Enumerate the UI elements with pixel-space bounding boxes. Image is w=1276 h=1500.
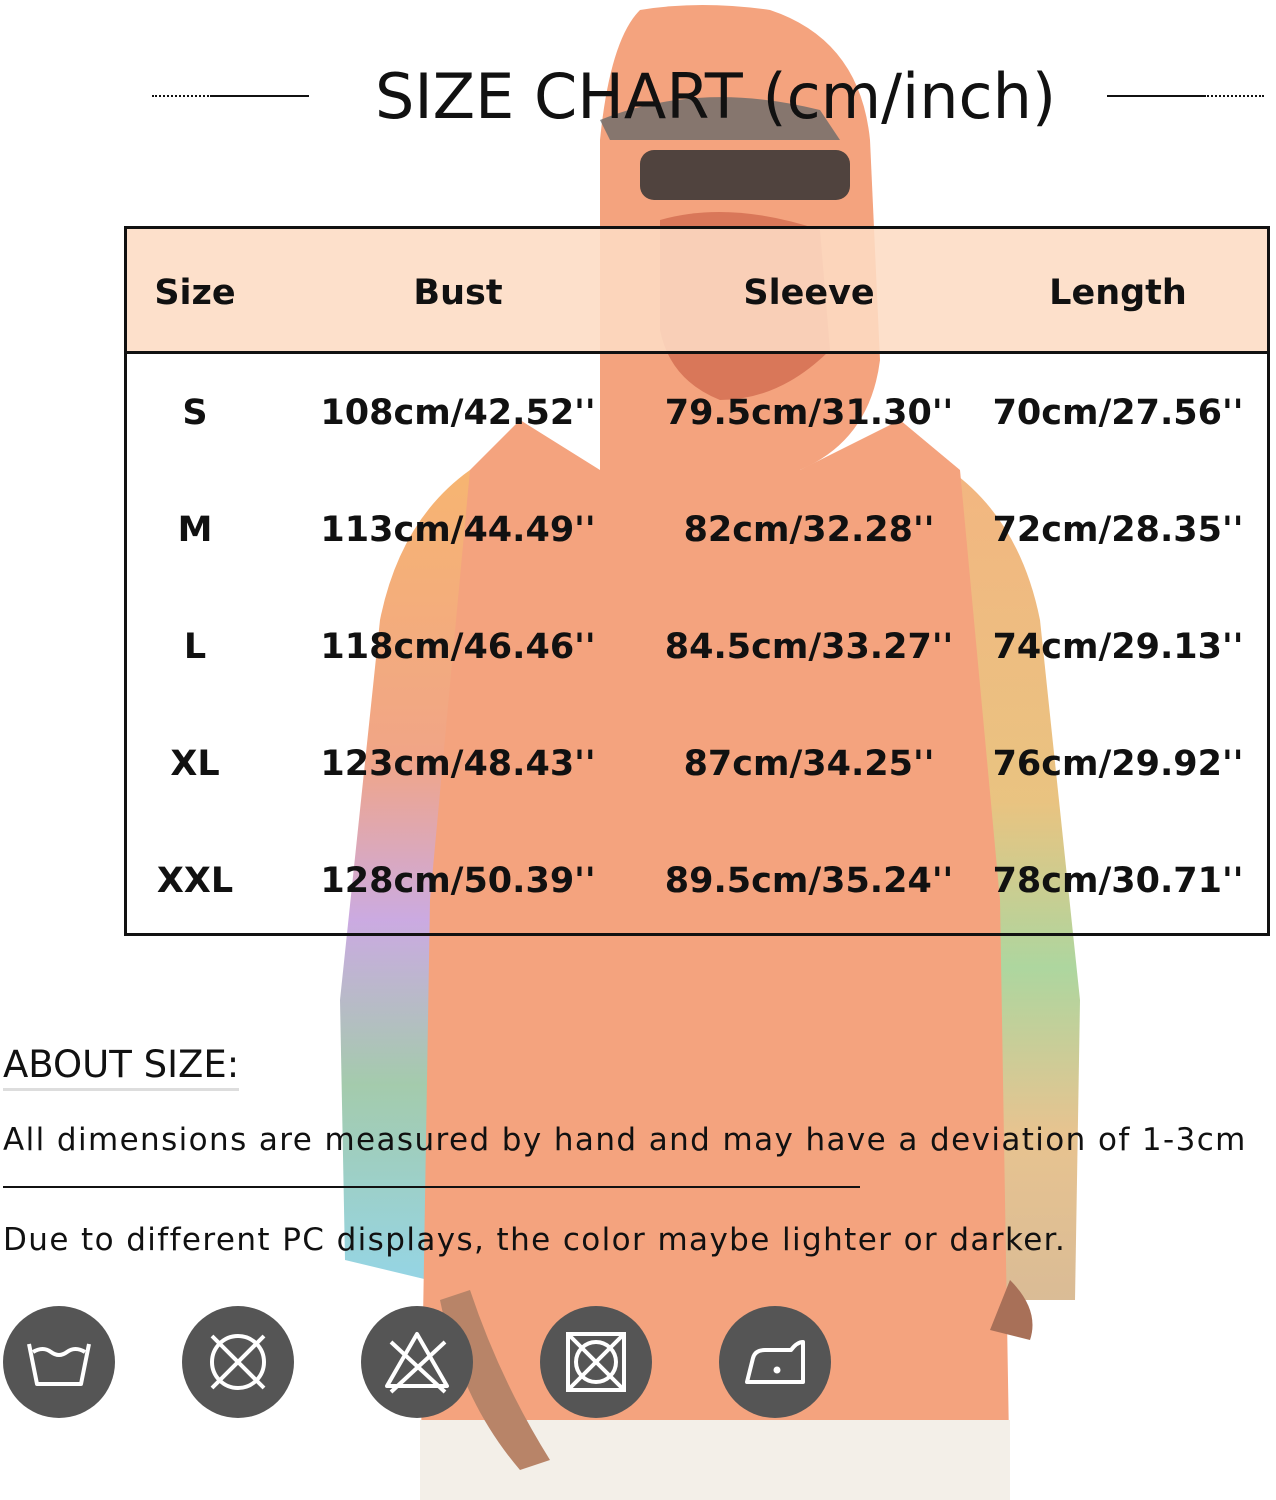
cell-length: 74cm/29.13'' xyxy=(992,627,1244,667)
cell-length: 76cm/29.92'' xyxy=(992,744,1244,784)
size-table xyxy=(124,226,1270,936)
hand-wash-icon xyxy=(3,1306,115,1418)
cell-bust: 128cm/50.39'' xyxy=(320,861,596,901)
cell-bust: 113cm/44.49'' xyxy=(320,510,596,550)
measurement-note: All dimensions are measured by hand and may have a deviation of 1-3cm xyxy=(3,1122,1247,1158)
table-row xyxy=(127,393,1267,453)
cell-sleeve: 84.5cm/33.27'' xyxy=(664,627,954,667)
cell-size: XXL xyxy=(156,861,234,901)
low-iron-icon xyxy=(719,1306,831,1418)
title-divider-right-line xyxy=(1107,95,1204,97)
do-not-dry-clean-icon xyxy=(182,1306,294,1418)
cell-size: XL xyxy=(170,744,220,784)
header-size: Size xyxy=(154,273,236,313)
title-divider-left-dots xyxy=(152,95,212,97)
cell-size: S xyxy=(182,393,208,433)
cell-size: L xyxy=(183,627,207,667)
cell-length: 70cm/27.56'' xyxy=(992,393,1244,433)
table-row xyxy=(127,627,1267,687)
chart-title-row xyxy=(0,60,1276,140)
header-sleeve: Sleeve xyxy=(743,273,875,313)
do-not-bleach-icon xyxy=(361,1306,473,1418)
cell-length: 78cm/30.71'' xyxy=(992,861,1244,901)
cell-length: 72cm/28.35'' xyxy=(992,510,1244,550)
do-not-tumble-dry-icon xyxy=(540,1306,652,1418)
notes-divider xyxy=(3,1186,860,1188)
color-note: Due to different PC displays, the color maybe lighter or darker. xyxy=(3,1222,1067,1258)
cell-sleeve: 79.5cm/31.30'' xyxy=(664,393,954,433)
title-divider-left-line xyxy=(212,95,309,97)
cell-sleeve: 87cm/34.25'' xyxy=(683,744,935,784)
about-size-title: ABOUT SIZE: xyxy=(3,1043,239,1091)
cell-sleeve: 82cm/32.28'' xyxy=(683,510,935,550)
header-bust: Bust xyxy=(413,273,503,313)
cell-size: M xyxy=(177,510,213,550)
header-length: Length xyxy=(1049,273,1187,313)
cell-bust: 123cm/48.43'' xyxy=(320,744,596,784)
table-row xyxy=(127,510,1267,570)
cell-bust: 108cm/42.52'' xyxy=(320,393,596,433)
cell-sleeve: 89.5cm/35.24'' xyxy=(664,861,954,901)
title-divider-right-dots xyxy=(1204,95,1264,97)
table-row xyxy=(127,861,1267,921)
cell-bust: 118cm/46.46'' xyxy=(320,627,596,667)
table-row xyxy=(127,744,1267,804)
size-table-header xyxy=(127,229,1267,354)
page-title: SIZE CHART (cm/inch) xyxy=(375,60,1057,133)
